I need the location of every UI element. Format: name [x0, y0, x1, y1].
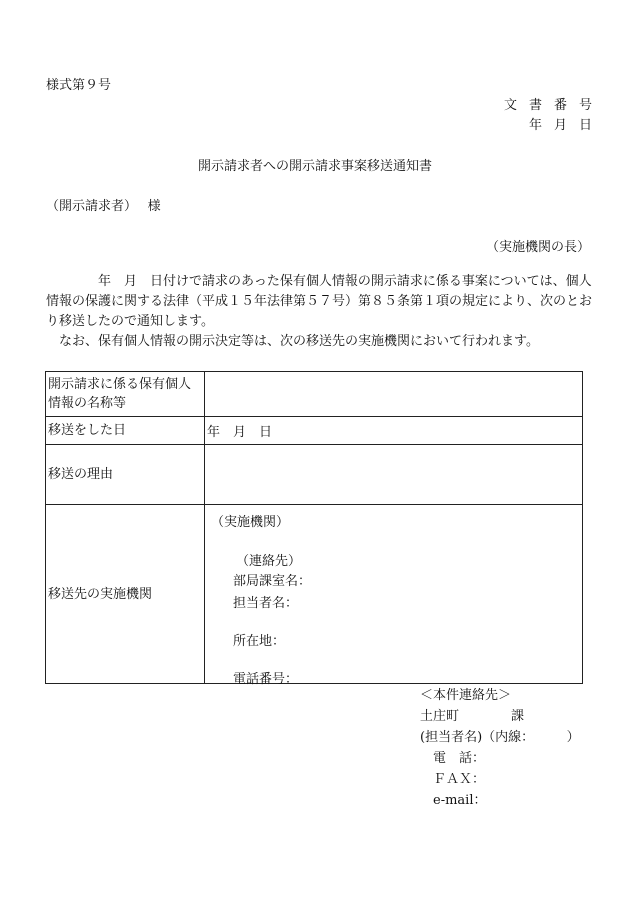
transfer-reason-label: 移送の理由 [46, 445, 205, 505]
contact-block [420, 685, 580, 811]
table-row [46, 505, 583, 684]
date-label: 年月日 [528, 118, 604, 133]
form-number: 様式第９号 [46, 78, 112, 93]
destination-agency-value [205, 505, 583, 687]
dest-department: 部局課室名： [233, 574, 312, 589]
table-row [46, 417, 583, 445]
info-name-label: 開示請求に係る保有個人情報の名称等 [46, 372, 205, 417]
transfer-reason-value [205, 445, 583, 505]
contact-header: ＜本件連絡先＞ [420, 688, 512, 703]
contact-email: e-mail： [433, 793, 487, 808]
body-text [46, 272, 594, 352]
contact-department: 土庄町 課 [420, 709, 525, 724]
document-title: 開示請求者への開示請求事案移送通知書 [197, 159, 432, 174]
sender: （実施機関の長） [485, 240, 590, 255]
body-paragraph-2: なお、保有個人情報の開示決定等は、次の移送先の実施機関において行われます。 [59, 334, 539, 349]
body-paragraph-1: 年 月 日付けで請求のあった保有個人情報の開示請求に係る事案については、個人情報の保護に関する法律（平成１５年法律第５７号）第８５条第１項の規定により、次のとおり移送したので通知します。 [46, 274, 593, 329]
contact-phone: 電 話： [433, 751, 486, 766]
dest-contact: （連絡先） [236, 554, 302, 569]
transfer-date-value: 年 月 日 [205, 417, 583, 445]
destination-agency-label: 移送先の実施機関 [46, 505, 205, 684]
dest-agency: （実施機関） [211, 515, 290, 530]
table-row [46, 372, 583, 417]
transfer-date-label: 移送をした日 [46, 417, 205, 445]
transfer-table [45, 371, 583, 687]
document-number-label: 文書番号 [503, 98, 604, 113]
info-name-value [205, 372, 583, 417]
dest-address: 所在地： [233, 634, 286, 649]
contact-fax: ＦＡＸ： [433, 772, 486, 787]
dest-phone: 電話番号： [233, 672, 299, 687]
addressee: （開示請求者） 様 [46, 199, 161, 214]
contact-person: (担当者名)（内線： ） [420, 730, 580, 745]
table-row [46, 445, 583, 505]
dest-person: 担当者名： [233, 596, 299, 611]
